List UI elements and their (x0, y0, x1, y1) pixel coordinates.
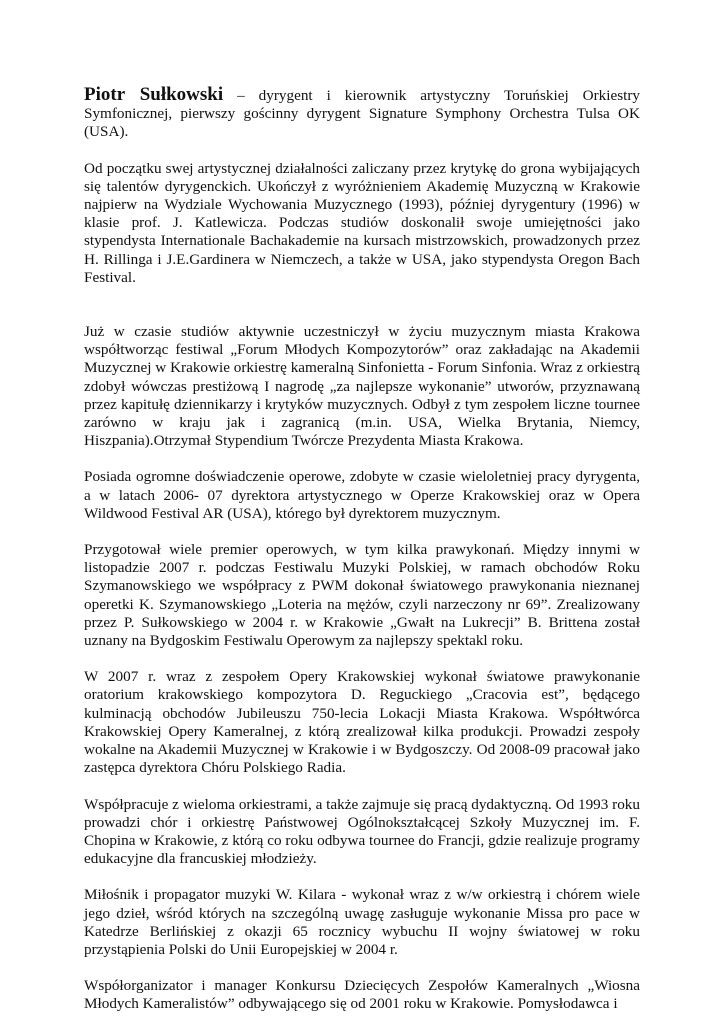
paragraph-competition: Współorganizator i manager Konkursu Dziecięcych Zespołów Kameralnych „Wiosna Młodych Kameralistów” odbywającego się od 2001 roku w Krakowie. Pomysłodawca i (84, 977, 640, 1013)
intro-paragraph (84, 86, 640, 142)
paragraph-2007-oratorio: W 2007 r. wraz z zespołem Opery Krakowskiej wykonał światowe prawykonanie oratorium krakowskiego kompozytora D. Reguckiego „Cracovia est”, będącego kulminacją obchodów Jubileuszu 750-lecia Lokacji Miasta Krakowa. Współtwórca Krakowskiej Opery Kameralnej, z którą zrealizował kilka produkcji. Prowadzi zespoły wokalne na Akademii Muzycznej w Krakowie i w Bydgoszczy. Od 2008-09 pracował jako zastępca dyrektora Chóru Polskiego Radia. (84, 668, 640, 777)
paragraph-premieres: Przygotował wiele premier operowych, w tym kilka prawykonań. Między innymi w listopadzie 2007 r. podczas Festiwalu Muzyki Polskiej, w ramach obchodów Roku Szymanowskiego we współpracy z PWM dokonał światowego prawykonania nieznanej operetki K. Szymanowskiego „Loteria na mężów, czyli narzeczony nr 69”. Zrealizowany przez P. Sułkowskiego w 2004 r. w Krakowie „Gwałt na Lukrecji” B. Brittena został uznany na Bydgoskim Festiwalu Operowym za najlepszy spektakl roku. (84, 541, 640, 650)
document-page (84, 86, 640, 1014)
paragraph-krakow-activity: Już w czasie studiów aktywnie uczestniczył w życiu muzycznym miasta Krakowa współtworząc festiwal „Forum Młodych Kompozytorów” oraz zakładając na Akademii Muzycznej w Krakowie orkiestrę kameralną Sinfonietta - Forum Sinfonia. Wraz z orkiestrą zdobył wówczas prestiżową I nagrodę „za najlepsze wykonanie” utworów, przyznawaną przez kapitułę dziennikarzy i krytyków muzycznych. Odbył z tym zespołem liczne tournee zarówno w kraju jak i zagranicą (m.in. USA, Wielka Brytania, Niemcy, Hiszpania).Otrzymał Stypendium Twórcze Prezydenta Miasta Krakowa. (84, 323, 640, 450)
paragraph-education: Od początku swej artystycznej działalności zaliczany przez krytykę do grona wybijających się talentów dyrygenckich. Ukończył z wyróżnieniem Akademię Muzyczną w Krakowie najpierw na Wydziale Wychowania Muzycznego (1993), później dyrygentury (1996) w klasie prof. J. Katlewicza. Podczas studiów doskonalił swoje umiejętności jako stypendysta Internationale Bachakademie na kursach mistrzowskich, prowadzonych przez H. Rillinga i J.E.Gardinera w Niemczech, a także w USA, jako stypendysta Oregon Bach Festival. (84, 159, 640, 286)
paragraph-kilar: Miłośnik i propagator muzyki W. Kilara - wykonał wraz z w/w orkiestrą i chórem wiele jego dzieł, wśród których na szczególną uwagę zasługuje wykonanie Missa pro pace w Katedrze Berlińskiej z okazji 65 rocznicy wybuchu II wojny światowej w roku przystąpienia Polski do Unii Europejskiej w 2004 r. (84, 886, 640, 958)
conductor-name: Piotr Sułkowski (84, 84, 224, 105)
paragraph-opera-experience: Posiada ogromne doświadczenie operowe, zdobyte w czasie wieloletniej pracy dyrygenta, a w latach 2006- 07 dyrektora artystycznego w Operze Krakowskiej oraz w Opera Wildwood Festival AR (USA), którego był dyrektorem muzycznym. (84, 468, 640, 522)
intro-text: – dyrygent i kierownik artystyczny Toruńskiej Orkiestry Symfonicznej, pierwszy gościnny dyrygent Signature Symphony Orchestra Tulsa OK (USA). (84, 87, 640, 141)
paragraph-teaching: Współpracuje z wieloma orkiestrami, a także zajmuje się pracą dydaktyczną. Od 1993 roku prowadzi chór i orkiestrę Państwowej Ogólnokształcącej Szkoły Muzycznej im. F. Chopina w Krakowie, z którą co roku odbywa tournee do Francji, gdzie realizuje programy edukacyjne dla francuskiej młodzieży. (84, 795, 640, 868)
